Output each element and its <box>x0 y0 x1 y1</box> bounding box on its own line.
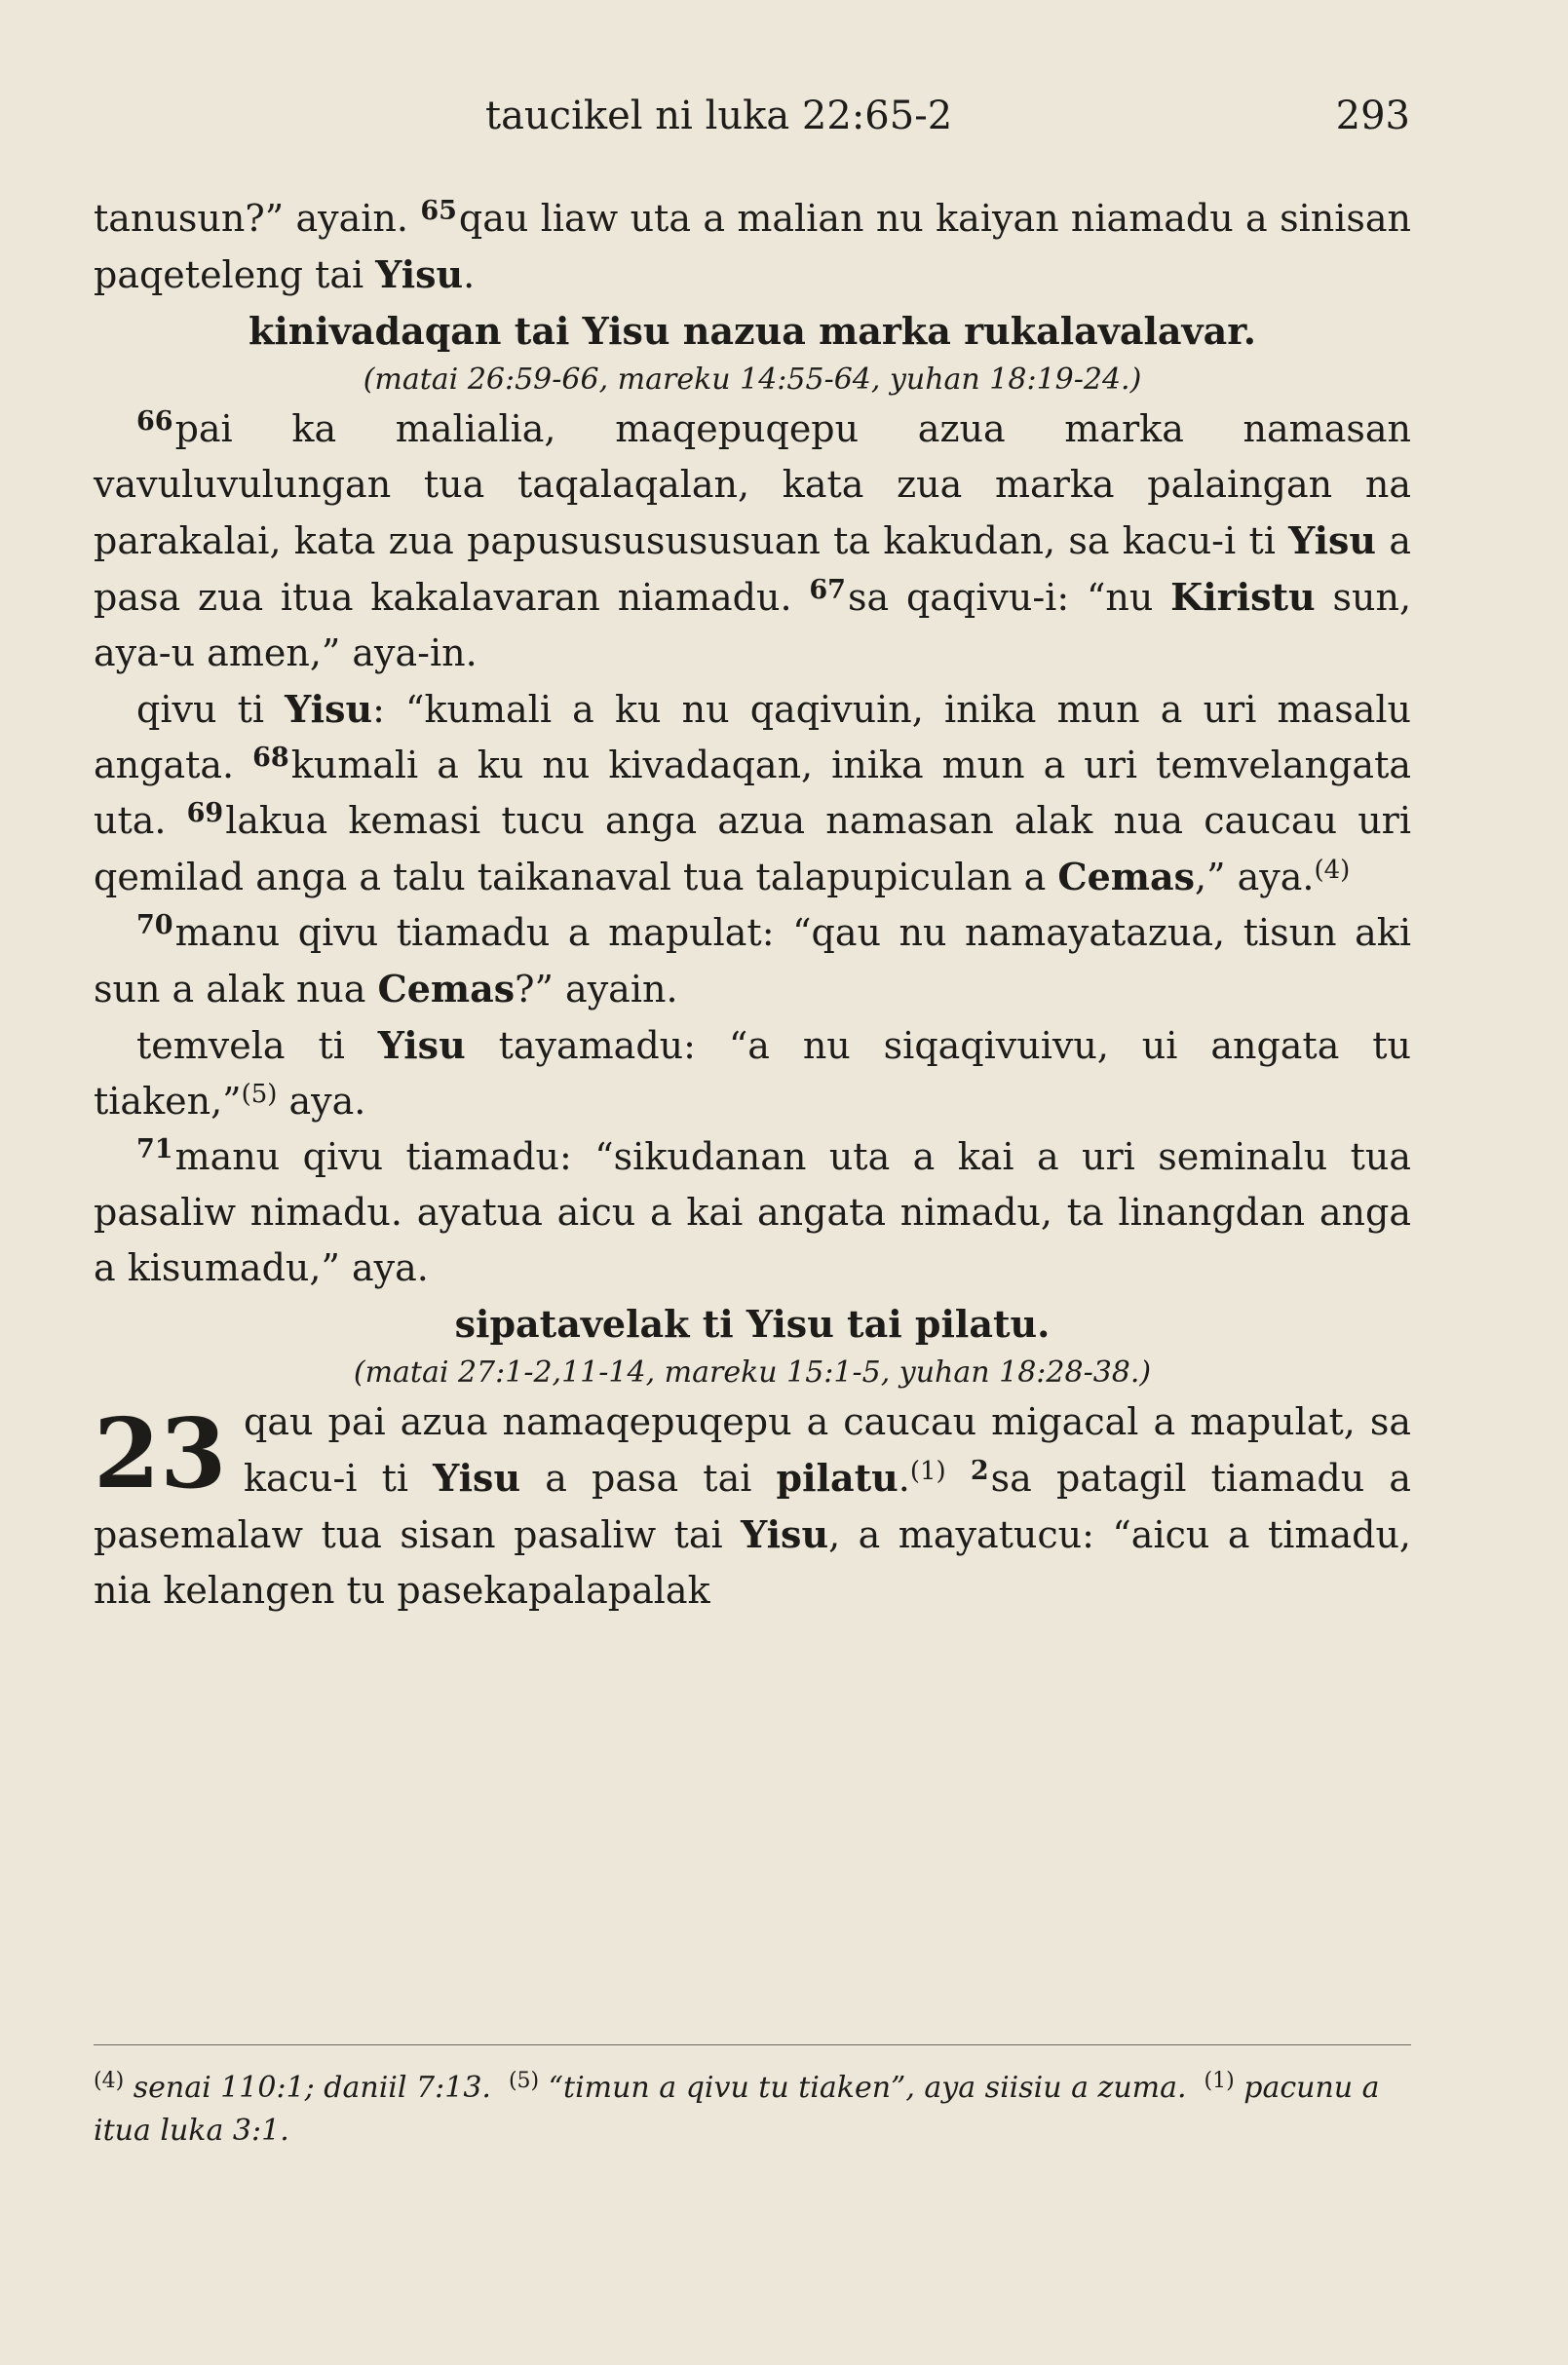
text-run: sun, aya-u amen,” aya-in. <box>94 576 1412 674</box>
text-run: sa qaqivu-i: “nu <box>847 576 1171 619</box>
text-run: tanusun?” ayain. <box>94 197 421 240</box>
text-run: ?” ayain. <box>515 968 678 1011</box>
text-run: manu qivu tiamadu a mapulat: “qau nu namayatazua, tisun aki sun a alak nua <box>94 911 1411 1011</box>
text-run: temvela ti <box>136 1024 378 1067</box>
footnote-ref: (4) <box>1314 856 1351 885</box>
footnote-ref: (5) <box>241 1080 278 1109</box>
verse-number: 67 <box>809 575 846 605</box>
paragraph <box>94 1129 1411 1296</box>
cross-reference: (matai 27:1-2,11-14, mareku 15:1-5, yuhan 18:28-38.) <box>353 1355 1152 1390</box>
text-run: qivu ti <box>136 688 286 731</box>
text-run: manu qivu tiamadu: “sikudanan uta a kai a uri seminalu tua pasaliw nimadu. ayatua aicu a kai angata nimadu, ta linangdan anga a kisumadu,” aya. <box>94 1135 1411 1289</box>
proper-name: Cemas <box>377 967 516 1011</box>
text-run: pai ka malialia, maqepuqepu azua marka namasan vavuluvulungan tua taqalaqalan, kata zua marka palaingan na parakalai, kata zua papusususususuan ta kakudan, sa kacu-i ti <box>94 407 1411 562</box>
text-run: lakua kemasi tucu anga azua namasan alak nua caucau uri qemilad anga a talu taikanaval tua talapupiculan a <box>94 799 1411 898</box>
verse-number: 65 <box>420 196 457 226</box>
text-run: a pasa zua itua kakalavaran niamadu. <box>94 519 1411 619</box>
verse-number: 68 <box>252 743 289 773</box>
text-run: , a mayatucu: “aicu a timadu, nia kelangen tu pasekapalapalak <box>94 1513 1411 1612</box>
text-run: tayamadu: “a nu siqaqivuivu, ui angata tu tiaken,” <box>94 1024 1411 1123</box>
text-run: : “kumali a ku nu qaqivuin, inika mun a uri masalu angata. <box>94 688 1411 786</box>
paragraph <box>94 681 1411 905</box>
proper-name: Yisu <box>1288 518 1377 562</box>
text-run: a pasa tai <box>520 1457 777 1500</box>
verse-number: 69 <box>186 798 224 828</box>
section-heading: sipatavelak ti Yisu tai pilatu. <box>454 1302 1051 1346</box>
footnote-number: (4) <box>94 2069 125 2093</box>
main-text <box>94 191 1411 1619</box>
verse-number: 71 <box>136 1134 173 1164</box>
verse-number: 70 <box>136 910 173 940</box>
section-heading: kinivadaqan tai Yisu nazua marka rukalavalavar. <box>249 309 1256 353</box>
paragraph <box>94 1394 1411 1619</box>
text-run: aya. <box>277 1080 366 1123</box>
footnote-text: “timun a qivu tu tiaken”, aya siisiu a zuma. <box>548 2071 1187 2105</box>
proper-name: Yisu <box>433 1456 521 1500</box>
proper-name: Yisu <box>285 687 373 731</box>
paragraph <box>94 191 1411 303</box>
verse-number: 66 <box>136 406 173 437</box>
cross-reference: (matai 26:59-66, mareku 14:55-64, yuhan 18:19-24.) <box>363 362 1142 397</box>
text-run: ,” aya. <box>1195 856 1315 898</box>
proper-name: Yisu <box>377 1023 466 1067</box>
paragraph <box>94 401 1411 681</box>
running-head <box>0 90 1568 148</box>
footnotes <box>94 2044 1411 2153</box>
paragraph <box>94 1017 1411 1129</box>
proper-name: pilatu <box>776 1456 899 1500</box>
proper-name: Cemas <box>1057 855 1196 898</box>
proper-name: Yisu <box>741 1512 829 1556</box>
footnote-number: (5) <box>508 2069 540 2093</box>
text-run: sa patagil tiamadu a pasemalaw tua sisan pasaliw tai <box>94 1457 1412 1556</box>
text-run: . <box>463 253 476 296</box>
text-run: qau liaw uta a malian nu kaiyan niamadu a sinisan paqeteleng tai <box>94 197 1411 296</box>
chapter-number: 23 <box>94 1398 227 1510</box>
text-run: qau pai azua namaqepuqepu a caucau migacal a mapulat, sa kacu-i ti <box>244 1400 1411 1500</box>
footnote-text: senai 110:1; daniil 7:13. <box>133 2071 491 2105</box>
footnote-ref: (1) <box>909 1457 946 1486</box>
chapter-opening <box>94 1394 1411 1619</box>
page-number: 293 <box>1335 94 1410 138</box>
text-run: . <box>898 1457 910 1500</box>
running-head-title: taucikel ni luka 22:65-2 <box>485 94 953 138</box>
verse-number: 2 <box>970 1456 989 1486</box>
text-run: kumali a ku nu kivadaqan, inika mun a uri temvelangata uta. <box>94 744 1411 842</box>
footnote-number: (1) <box>1204 2069 1235 2093</box>
proper-name: Kiristu <box>1170 575 1316 619</box>
paragraph <box>94 905 1411 1017</box>
proper-name: Yisu <box>375 252 464 296</box>
footnote-text: pacunu a itua luka 3:1. <box>94 2071 1380 2148</box>
